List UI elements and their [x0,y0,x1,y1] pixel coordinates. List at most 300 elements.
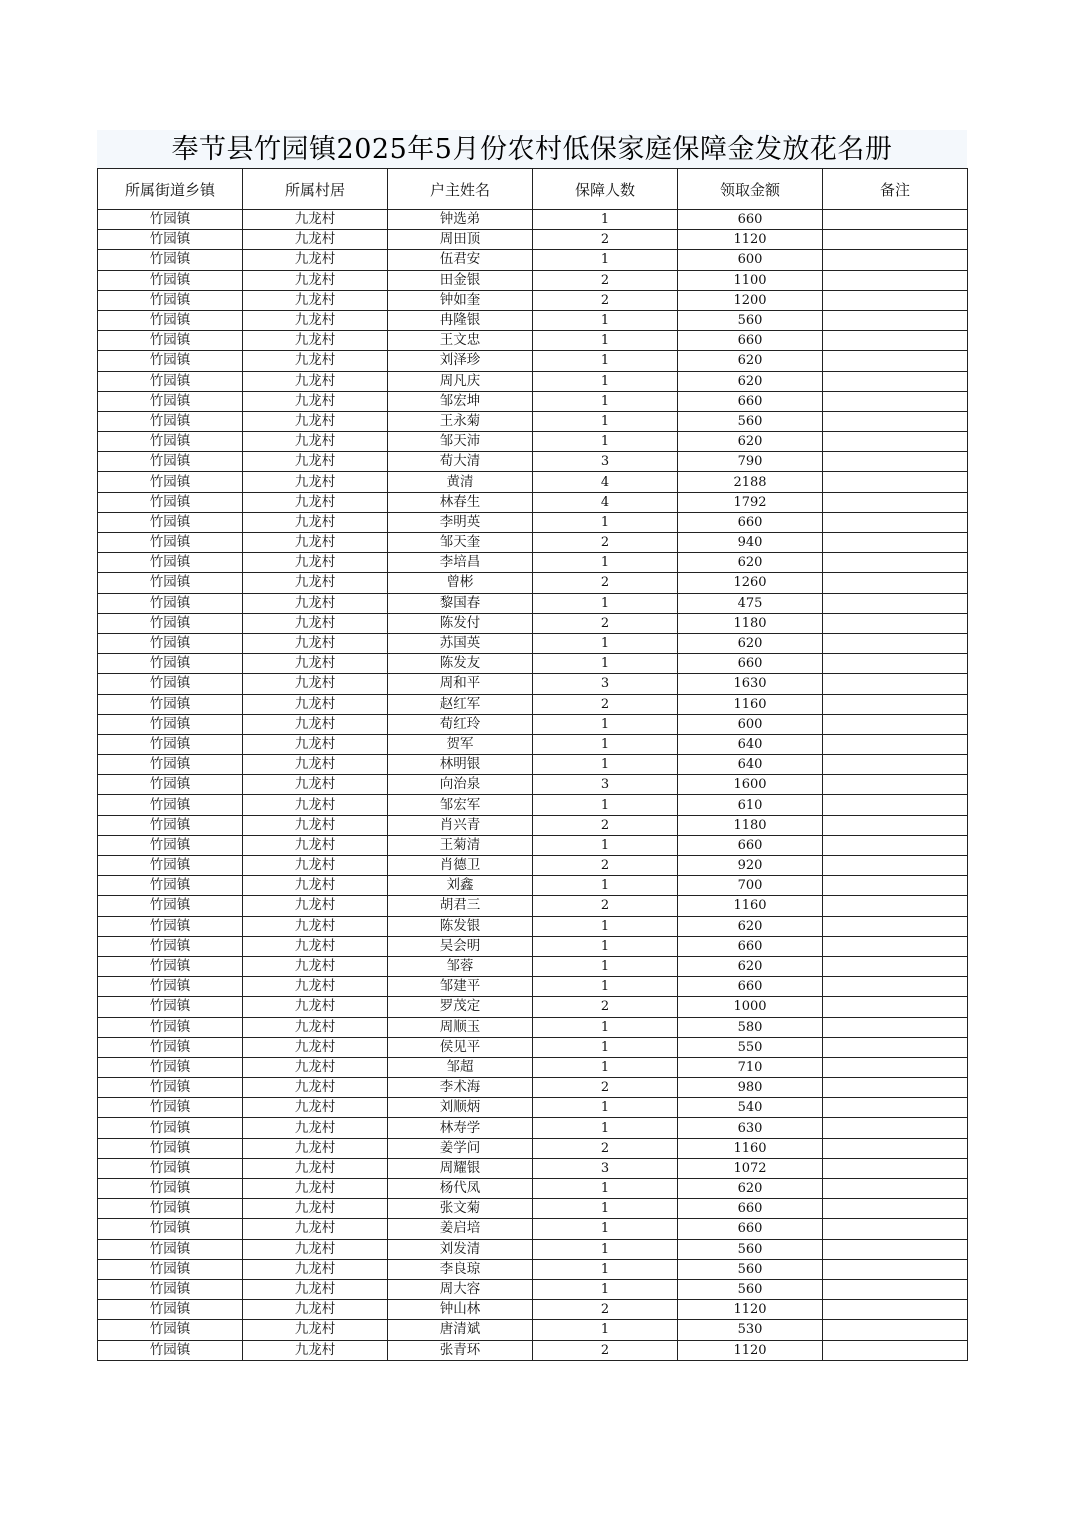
town-cell: 竹园镇 [98,876,243,896]
table-row [98,815,968,835]
covered-persons-cell: 1 [533,1219,678,1239]
covered-persons-cell: 1 [533,331,678,351]
remarks-cell [823,734,968,754]
village-cell: 九龙村 [243,815,388,835]
table-row [98,795,968,815]
table-row [98,835,968,855]
covered-persons-cell: 3 [533,674,678,694]
town-cell: 竹园镇 [98,1017,243,1037]
covered-persons-cell: 1 [533,1279,678,1299]
household-head-cell: 周凡庆 [388,371,533,391]
household-head-cell: 姜启培 [388,1219,533,1239]
remarks-cell [823,956,968,976]
table-row [98,997,968,1017]
town-cell: 竹园镇 [98,533,243,553]
village-cell: 九龙村 [243,896,388,916]
remarks-cell [823,1057,968,1077]
town-cell: 竹园镇 [98,1098,243,1118]
town-cell: 竹园镇 [98,654,243,674]
remarks-cell [823,270,968,290]
table-row [98,351,968,371]
household-head-cell: 向治泉 [388,775,533,795]
covered-persons-cell: 1 [533,835,678,855]
town-cell: 竹园镇 [98,997,243,1017]
household-head-cell: 荀大清 [388,452,533,472]
town-cell: 竹园镇 [98,553,243,573]
village-cell: 九龙村 [243,1239,388,1259]
household-head-cell: 吴会明 [388,936,533,956]
remarks-cell [823,1158,968,1178]
town-cell: 竹园镇 [98,210,243,230]
table-row [98,856,968,876]
table-row [98,1078,968,1098]
covered-persons-cell: 2 [533,573,678,593]
remarks-cell [823,613,968,633]
table-row [98,654,968,674]
remarks-cell [823,1320,968,1340]
remarks-cell [823,654,968,674]
village-cell: 九龙村 [243,1057,388,1077]
household-head-cell: 张青环 [388,1340,533,1360]
household-head-cell: 邹天奎 [388,533,533,553]
town-cell: 竹园镇 [98,714,243,734]
covered-persons-cell: 1 [533,432,678,452]
remarks-cell [823,1017,968,1037]
remarks-cell [823,714,968,734]
table-row [98,492,968,512]
remarks-cell [823,472,968,492]
remarks-cell [823,432,968,452]
village-cell: 九龙村 [243,674,388,694]
town-cell: 竹园镇 [98,1199,243,1219]
amount-cell: 710 [678,1057,823,1077]
amount-cell: 475 [678,593,823,613]
amount-cell: 1100 [678,270,823,290]
household-head-cell: 周和平 [388,674,533,694]
amount-cell: 560 [678,310,823,330]
table-row [98,512,968,532]
table-row [98,391,968,411]
town-cell: 竹园镇 [98,331,243,351]
household-head-cell: 侯见平 [388,1037,533,1057]
remarks-cell [823,1259,968,1279]
covered-persons-cell: 1 [533,916,678,936]
table-row [98,755,968,775]
table-row [98,734,968,754]
amount-cell: 790 [678,452,823,472]
amount-cell: 1792 [678,492,823,512]
table-row [98,633,968,653]
village-cell: 九龙村 [243,856,388,876]
village-cell: 九龙村 [243,654,388,674]
table-row [98,270,968,290]
remarks-cell [823,310,968,330]
amount-cell: 1120 [678,230,823,250]
town-cell: 竹园镇 [98,1340,243,1360]
covered-persons-cell: 3 [533,452,678,472]
covered-persons-cell: 1 [533,876,678,896]
amount-cell: 550 [678,1037,823,1057]
village-cell: 九龙村 [243,290,388,310]
village-cell: 九龙村 [243,391,388,411]
amount-cell: 620 [678,351,823,371]
amount-cell: 630 [678,1118,823,1138]
village-cell: 九龙村 [243,230,388,250]
household-head-cell: 刘泽珍 [388,351,533,371]
village-cell: 九龙村 [243,977,388,997]
covered-persons-cell: 1 [533,1098,678,1118]
village-cell: 九龙村 [243,775,388,795]
remarks-cell [823,533,968,553]
village-cell: 九龙村 [243,795,388,815]
covered-persons-cell: 2 [533,1340,678,1360]
covered-persons-cell: 2 [533,896,678,916]
household-head-cell: 罗茂定 [388,997,533,1017]
household-head-cell: 贺军 [388,734,533,754]
remarks-cell [823,633,968,653]
covered-persons-cell: 1 [533,391,678,411]
amount-cell: 660 [678,210,823,230]
town-cell: 竹园镇 [98,1239,243,1259]
remarks-cell [823,250,968,270]
village-cell: 九龙村 [243,755,388,775]
table-row [98,936,968,956]
household-head-cell: 刘鑫 [388,876,533,896]
remarks-cell [823,694,968,714]
household-head-cell: 肖兴青 [388,815,533,835]
household-head-cell: 邹天沛 [388,432,533,452]
covered-persons-cell: 1 [533,714,678,734]
town-cell: 竹园镇 [98,613,243,633]
household-head-cell: 张文菊 [388,1199,533,1219]
amount-cell: 560 [678,1259,823,1279]
table-row [98,714,968,734]
table-row [98,573,968,593]
table-row [98,1017,968,1037]
town-cell: 竹园镇 [98,633,243,653]
household-head-cell: 邹超 [388,1057,533,1077]
amount-cell: 1260 [678,573,823,593]
covered-persons-cell: 1 [533,1179,678,1199]
table-row [98,593,968,613]
covered-persons-cell: 2 [533,270,678,290]
village-cell: 九龙村 [243,694,388,714]
table-body [98,210,968,1361]
household-head-cell: 林明银 [388,755,533,775]
amount-cell: 1180 [678,815,823,835]
household-head-cell: 钟山林 [388,1300,533,1320]
table-row [98,1320,968,1340]
town-cell: 竹园镇 [98,1259,243,1279]
amount-cell: 620 [678,371,823,391]
town-cell: 竹园镇 [98,290,243,310]
amount-cell: 610 [678,795,823,815]
table-row [98,674,968,694]
table-row [98,472,968,492]
table-row [98,1340,968,1360]
town-cell: 竹园镇 [98,472,243,492]
amount-cell: 660 [678,654,823,674]
covered-persons-cell: 1 [533,795,678,815]
household-head-cell: 伍君安 [388,250,533,270]
village-cell: 九龙村 [243,452,388,472]
village-cell: 九龙村 [243,512,388,532]
table-row [98,553,968,573]
town-cell: 竹园镇 [98,411,243,431]
amount-cell: 1200 [678,290,823,310]
table-row [98,896,968,916]
village-cell: 九龙村 [243,1078,388,1098]
town-cell: 竹园镇 [98,1158,243,1178]
town-cell: 竹园镇 [98,250,243,270]
remarks-cell [823,331,968,351]
village-cell: 九龙村 [243,936,388,956]
remarks-cell [823,452,968,472]
remarks-cell [823,290,968,310]
table-row [98,613,968,633]
village-cell: 九龙村 [243,1219,388,1239]
town-cell: 竹园镇 [98,956,243,976]
covered-persons-cell: 2 [533,815,678,835]
covered-persons-cell: 2 [533,613,678,633]
town-cell: 竹园镇 [98,1179,243,1199]
household-head-cell: 王文忠 [388,331,533,351]
town-cell: 竹园镇 [98,371,243,391]
town-cell: 竹园镇 [98,916,243,936]
covered-persons-cell: 1 [533,734,678,754]
village-cell: 九龙村 [243,270,388,290]
table-header [98,169,968,210]
amount-cell: 660 [678,1199,823,1219]
header-town: 所属街道乡镇 [98,169,243,210]
village-cell: 九龙村 [243,472,388,492]
remarks-cell [823,391,968,411]
table-row [98,876,968,896]
household-head-cell: 周大容 [388,1279,533,1299]
town-cell: 竹园镇 [98,230,243,250]
remarks-cell [823,977,968,997]
amount-cell: 920 [678,856,823,876]
covered-persons-cell: 3 [533,1158,678,1178]
amount-cell: 620 [678,553,823,573]
household-head-cell: 周田顶 [388,230,533,250]
household-head-cell: 姜学问 [388,1138,533,1158]
village-cell: 九龙村 [243,1017,388,1037]
amount-cell: 1160 [678,1138,823,1158]
table-row [98,310,968,330]
table-row [98,1219,968,1239]
header-row [98,169,968,210]
covered-persons-cell: 2 [533,533,678,553]
remarks-cell [823,795,968,815]
village-cell: 九龙村 [243,876,388,896]
amount-cell: 580 [678,1017,823,1037]
remarks-cell [823,210,968,230]
covered-persons-cell: 1 [533,210,678,230]
covered-persons-cell: 1 [533,1017,678,1037]
covered-persons-cell: 1 [533,512,678,532]
amount-cell: 1160 [678,694,823,714]
amount-cell: 980 [678,1078,823,1098]
amount-cell: 540 [678,1098,823,1118]
remarks-cell [823,1118,968,1138]
town-cell: 竹园镇 [98,1219,243,1239]
town-cell: 竹园镇 [98,835,243,855]
household-head-cell: 王菊清 [388,835,533,855]
remarks-cell [823,573,968,593]
village-cell: 九龙村 [243,1259,388,1279]
amount-cell: 660 [678,331,823,351]
remarks-cell [823,936,968,956]
table-row [98,1179,968,1199]
town-cell: 竹园镇 [98,1279,243,1299]
village-cell: 九龙村 [243,1179,388,1199]
household-head-cell: 陈发付 [388,613,533,633]
town-cell: 竹园镇 [98,1320,243,1340]
household-head-cell: 周耀银 [388,1158,533,1178]
household-head-cell: 肖德卫 [388,856,533,876]
table-row [98,694,968,714]
remarks-cell [823,1340,968,1360]
amount-cell: 1000 [678,997,823,1017]
table-row [98,1057,968,1077]
town-cell: 竹园镇 [98,512,243,532]
remarks-cell [823,916,968,936]
amount-cell: 620 [678,956,823,976]
remarks-cell [823,553,968,573]
household-head-cell: 赵红军 [388,694,533,714]
table-row [98,230,968,250]
household-head-cell: 刘发清 [388,1239,533,1259]
household-head-cell: 李良琼 [388,1259,533,1279]
table-row [98,432,968,452]
covered-persons-cell: 1 [533,1259,678,1279]
village-cell: 九龙村 [243,1138,388,1158]
village-cell: 九龙村 [243,432,388,452]
covered-persons-cell: 2 [533,1138,678,1158]
remarks-cell [823,1239,968,1259]
town-cell: 竹园镇 [98,896,243,916]
remarks-cell [823,997,968,1017]
covered-persons-cell: 2 [533,1300,678,1320]
village-cell: 九龙村 [243,573,388,593]
remarks-cell [823,775,968,795]
covered-persons-cell: 4 [533,492,678,512]
remarks-cell [823,815,968,835]
amount-cell: 660 [678,512,823,532]
household-head-cell: 陈发银 [388,916,533,936]
village-cell: 九龙村 [243,714,388,734]
town-cell: 竹园镇 [98,936,243,956]
household-head-cell: 陈发友 [388,654,533,674]
village-cell: 九龙村 [243,916,388,936]
remarks-cell [823,351,968,371]
household-head-cell: 杨代凤 [388,1179,533,1199]
household-head-cell: 苏国英 [388,633,533,653]
village-cell: 九龙村 [243,310,388,330]
remarks-cell [823,1300,968,1320]
amount-cell: 560 [678,411,823,431]
household-head-cell: 林春生 [388,492,533,512]
household-head-cell: 李培昌 [388,553,533,573]
header-village: 所属村居 [243,169,388,210]
covered-persons-cell: 1 [533,755,678,775]
table-row [98,331,968,351]
amount-cell: 1072 [678,1158,823,1178]
remarks-cell [823,1219,968,1239]
table-row [98,1118,968,1138]
table-row [98,1138,968,1158]
town-cell: 竹园镇 [98,1078,243,1098]
amount-cell: 560 [678,1239,823,1259]
village-cell: 九龙村 [243,1037,388,1057]
amount-cell: 940 [678,533,823,553]
table-row [98,775,968,795]
town-cell: 竹园镇 [98,593,243,613]
household-head-cell: 周顺玉 [388,1017,533,1037]
amount-cell: 660 [678,835,823,855]
household-head-cell: 黎国春 [388,593,533,613]
covered-persons-cell: 3 [533,775,678,795]
household-head-cell: 黄清 [388,472,533,492]
village-cell: 九龙村 [243,1320,388,1340]
household-head-cell: 李术海 [388,1078,533,1098]
remarks-cell [823,876,968,896]
amount-cell: 620 [678,916,823,936]
village-cell: 九龙村 [243,1098,388,1118]
remarks-cell [823,230,968,250]
covered-persons-cell: 1 [533,411,678,431]
village-cell: 九龙村 [243,1158,388,1178]
village-cell: 九龙村 [243,210,388,230]
village-cell: 九龙村 [243,956,388,976]
household-head-cell: 唐清斌 [388,1320,533,1340]
remarks-cell [823,674,968,694]
table-row [98,1199,968,1219]
remarks-cell [823,1078,968,1098]
amount-cell: 1120 [678,1340,823,1360]
household-head-cell: 邹建平 [388,977,533,997]
covered-persons-cell: 1 [533,351,678,371]
household-head-cell: 王永菊 [388,411,533,431]
covered-persons-cell: 1 [533,977,678,997]
village-cell: 九龙村 [243,351,388,371]
roster-table [97,168,968,1361]
amount-cell: 660 [678,936,823,956]
village-cell: 九龙村 [243,734,388,754]
village-cell: 九龙村 [243,997,388,1017]
table-row [98,977,968,997]
covered-persons-cell: 1 [533,310,678,330]
amount-cell: 620 [678,1179,823,1199]
town-cell: 竹园镇 [98,270,243,290]
covered-persons-cell: 1 [533,936,678,956]
covered-persons-cell: 1 [533,250,678,270]
covered-persons-cell: 1 [533,553,678,573]
amount-cell: 600 [678,250,823,270]
town-cell: 竹园镇 [98,734,243,754]
covered-persons-cell: 4 [533,472,678,492]
village-cell: 九龙村 [243,835,388,855]
town-cell: 竹园镇 [98,391,243,411]
household-head-cell: 李明英 [388,512,533,532]
header-household-head: 户主姓名 [388,169,533,210]
village-cell: 九龙村 [243,593,388,613]
covered-persons-cell: 1 [533,1037,678,1057]
covered-persons-cell: 1 [533,956,678,976]
covered-persons-cell: 2 [533,694,678,714]
town-cell: 竹园镇 [98,755,243,775]
